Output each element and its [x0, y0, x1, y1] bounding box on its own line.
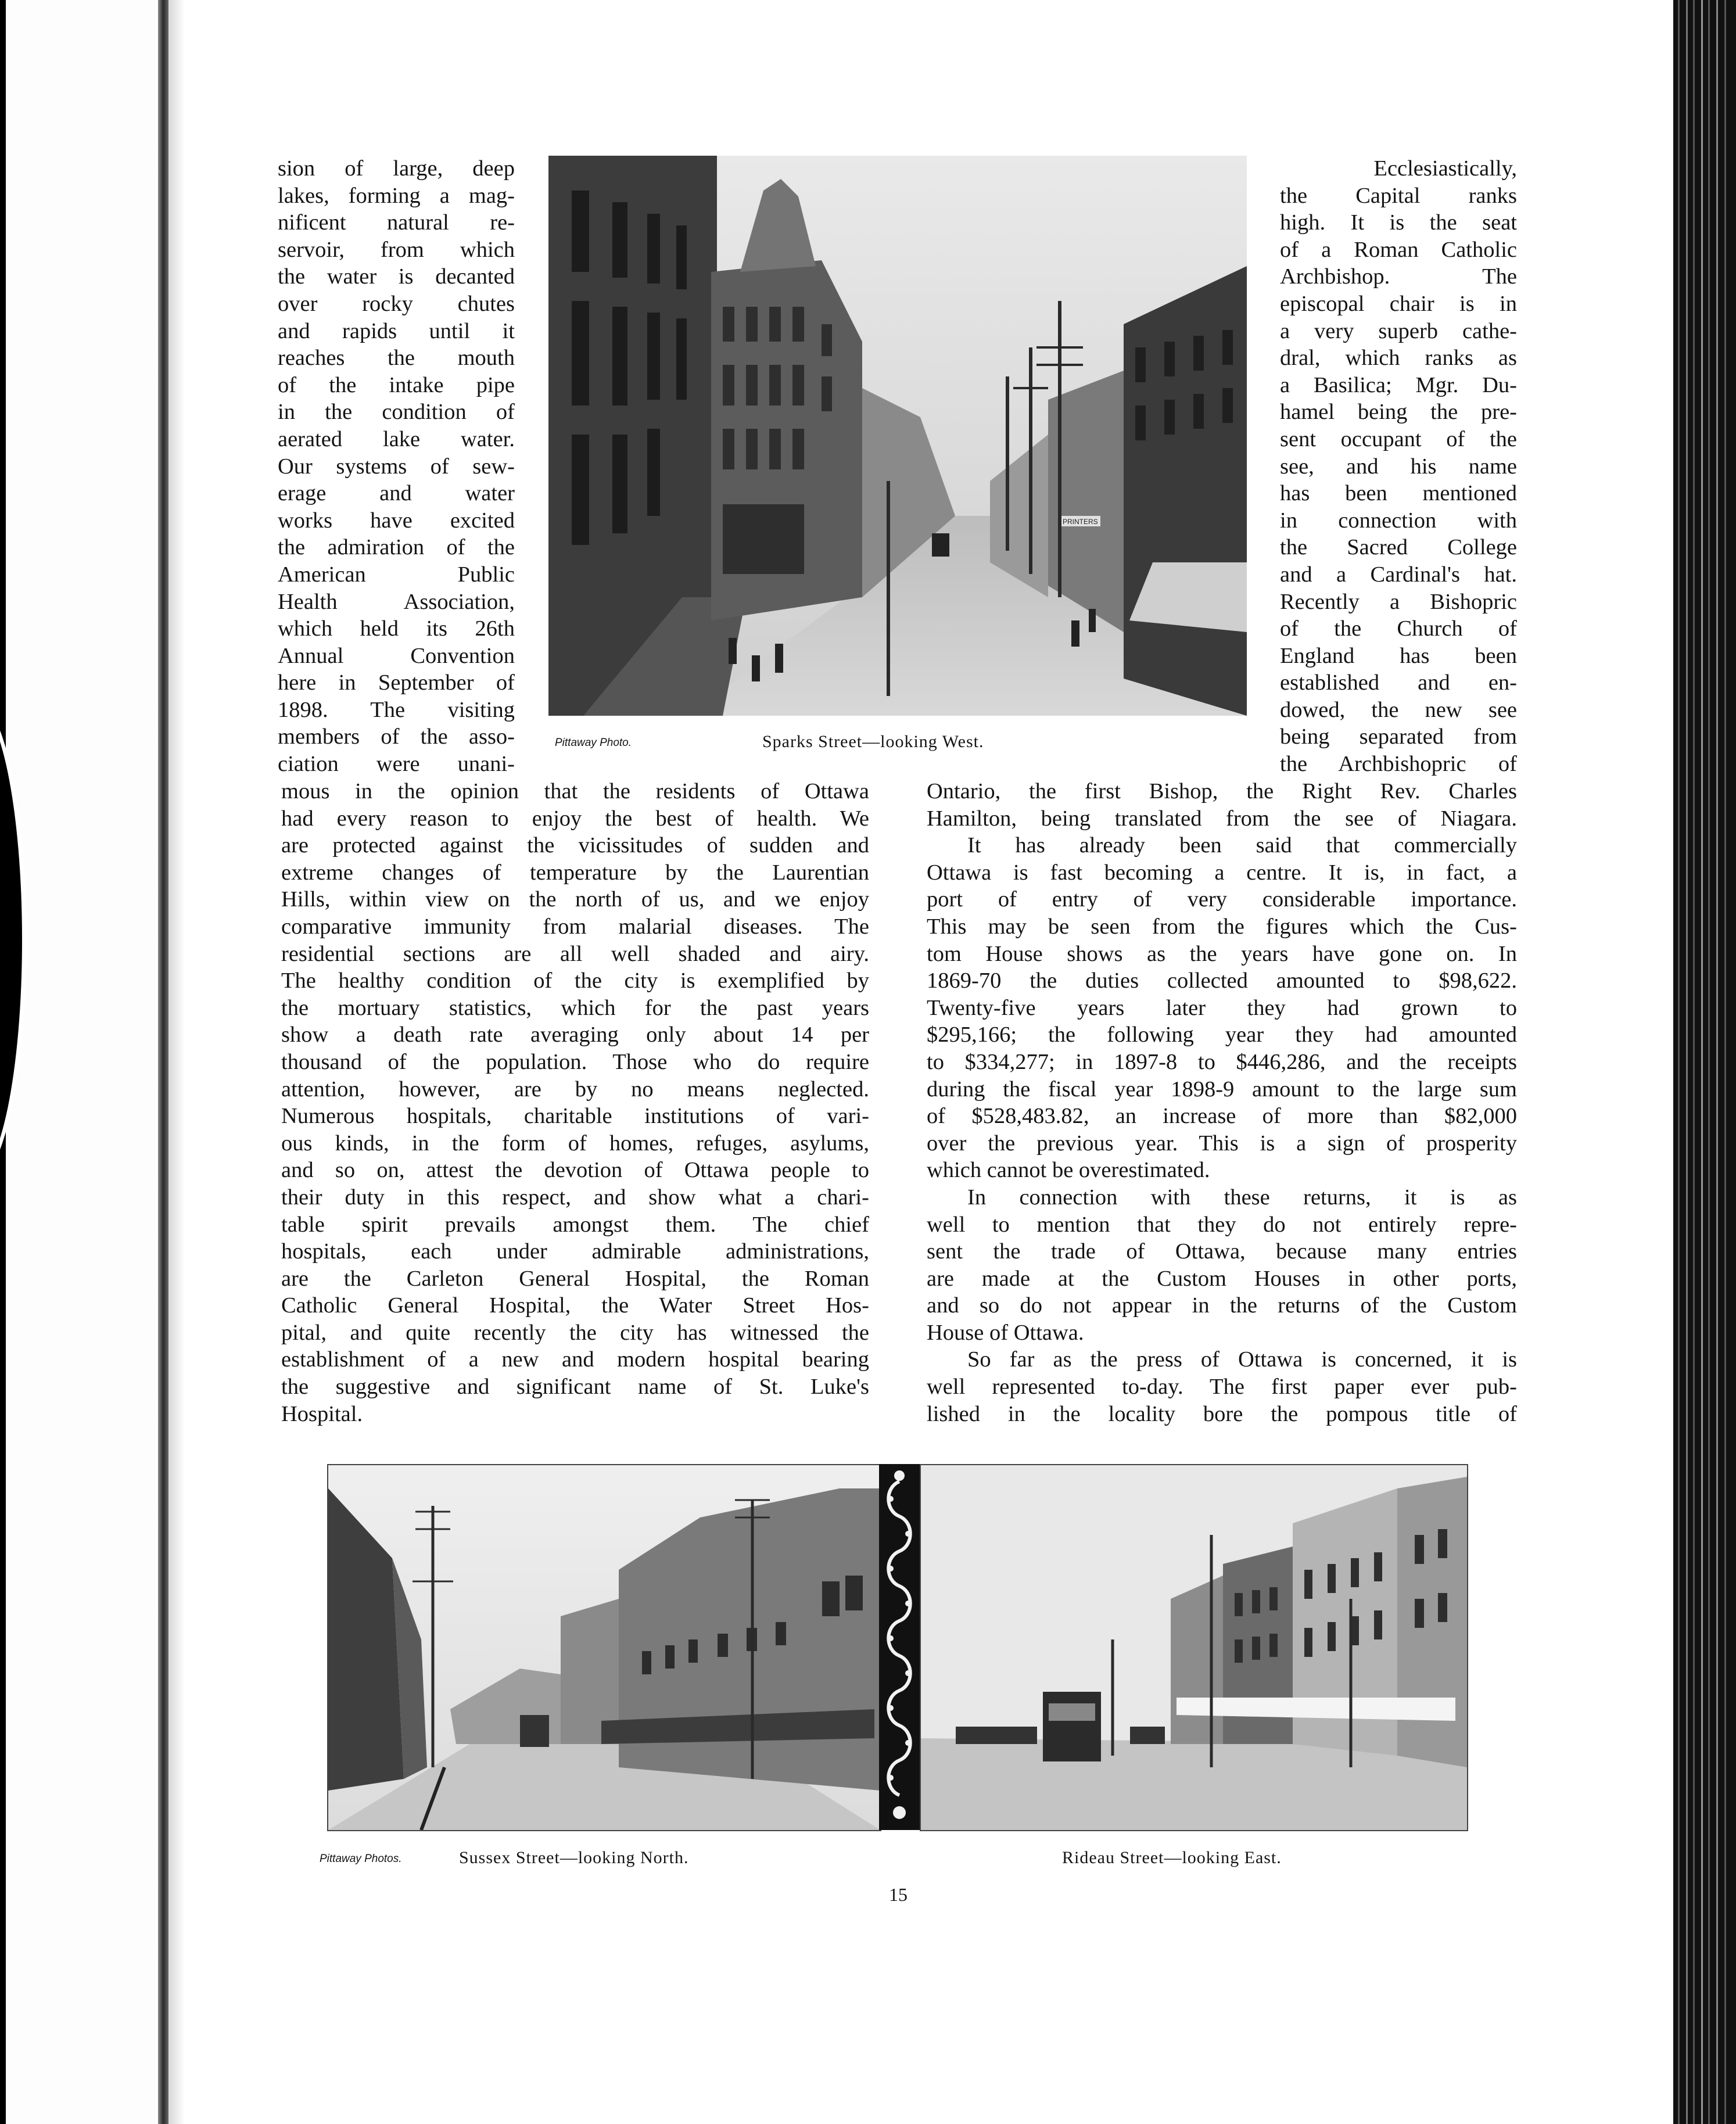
text-line: high. It is the seat	[1280, 210, 1517, 235]
text-line: to $334,277; in 1897-8 to $446,286, and the receipts	[927, 1049, 1517, 1074]
text-line: in connection with	[1280, 508, 1517, 533]
text-line: had every reason to enjoy the best of health. We	[281, 806, 869, 831]
text-line: well to mention that they do not entirely repre-	[927, 1212, 1517, 1237]
right-narrow-column	[1280, 155, 1517, 778]
text-line: of a Roman Catholic	[1280, 237, 1517, 262]
left-column	[281, 778, 869, 1427]
text-line: and rapids until it	[278, 318, 515, 343]
book-gutter	[158, 0, 168, 2124]
text-line: establishment of a new and modern hospital bearing	[281, 1347, 869, 1372]
text-line: see, and his name	[1280, 454, 1517, 479]
text-line: Recently a Bishopric	[1280, 589, 1517, 614]
text-line: Ontario, the first Bishop, the Right Rev. Charles	[927, 779, 1517, 803]
text-line: mous in the opinion that the residents of Ottawa	[281, 779, 869, 803]
text-line: 1898. The visiting	[278, 697, 515, 722]
text-line: here in September of	[278, 670, 515, 695]
text-line: Our systems of sew-	[278, 454, 515, 479]
text-line: the water is decanted	[278, 264, 515, 289]
text-line: Twenty-five years later they had grown to	[927, 995, 1517, 1020]
text-line: Hamilton, being translated from the see of Niagara.	[927, 806, 1517, 831]
sparks-street-caption: Sparks Street—looking West.	[762, 732, 984, 751]
text-line: Catholic General Hospital, the Water Street Hos-	[281, 1293, 869, 1318]
text-line: hamel being the pre-	[1280, 400, 1517, 425]
text-line: Archbishop. The	[1280, 264, 1517, 289]
text-line: of the Church of	[1280, 616, 1517, 641]
text-line: being separated from	[1280, 724, 1517, 749]
text-line: are the Carleton General Hospital, the Roman	[281, 1266, 869, 1291]
text-line: House of Ottawa.	[927, 1320, 1084, 1345]
text-line: residential sections are all well shaded and airy.	[281, 941, 869, 966]
text-line: Hills, within view on the north of us, and we enjoy	[281, 887, 869, 912]
text-line: and so do not appear in the returns of the Custom	[927, 1293, 1517, 1318]
text-line: pital, and quite recently the city has witnessed the	[281, 1320, 869, 1345]
photo-credit: Pittaway Photo.	[555, 737, 632, 749]
text-line: sent the trade of Ottawa, because many entries	[927, 1239, 1517, 1264]
text-line: the Sacred College	[1280, 535, 1517, 560]
text-line: episcopal chair is in	[1280, 291, 1517, 316]
text-line: the admiration of the	[278, 535, 515, 560]
text-line: Numerous hospitals, charitable institutions of vari-	[281, 1104, 869, 1129]
sussex-street-caption: Sussex Street—looking North.	[459, 1848, 689, 1867]
text-line: during the fiscal year 1898-9 amount to the large sum	[927, 1077, 1517, 1102]
text-line: a very superb cathe-	[1280, 318, 1517, 343]
gutter-shadow	[168, 0, 185, 2124]
text-line: are protected against the vicissitudes of sudden and	[281, 833, 869, 858]
text-line: which cannot be overestimated.	[927, 1158, 1210, 1183]
text-line: dowed, the new see	[1280, 697, 1517, 722]
page-edges	[1673, 0, 1736, 2124]
text-line: American Public	[278, 562, 515, 587]
text-line: 1869-70 the duties collected amounted to $98,622.	[927, 968, 1517, 993]
text-line: So far as the press of Ottawa is concerned, it is	[967, 1347, 1517, 1372]
text-line: over the previous year. This is a sign of prosperity	[927, 1131, 1517, 1156]
text-line: attention, however, are by no means neglected.	[281, 1077, 869, 1102]
text-line: lakes, forming a mag-	[278, 183, 515, 208]
left-narrow-column	[278, 155, 515, 778]
text-line: established and en-	[1280, 670, 1517, 695]
text-line: works have excited	[278, 508, 515, 533]
sussex-street-photo	[327, 1464, 881, 1831]
text-line: and a Cardinal's hat.	[1280, 562, 1517, 587]
text-line: and so on, attest the devotion of Ottawa people to	[281, 1158, 869, 1183]
text-line: ous kinds, in the form of homes, refuges, asylums,	[281, 1131, 869, 1156]
text-line: are made at the Custom Houses in other ports,	[927, 1266, 1517, 1291]
printers-sign: PRINTERS	[1063, 518, 1098, 526]
text-line: The healthy condition of the city is exemplified by	[281, 968, 869, 993]
text-line: In connection with these returns, it is as	[967, 1185, 1517, 1210]
text-line: which held its 26th	[278, 616, 515, 641]
text-line: well represented to-day. The first paper ever pub-	[927, 1375, 1517, 1400]
text-line: the Capital ranks	[1280, 183, 1517, 208]
text-line: England has been	[1280, 643, 1517, 668]
text-line: of $528,483.82, an increase of more than $82,000	[927, 1104, 1517, 1129]
right-column	[927, 778, 1517, 1427]
facing-page-edge	[6, 0, 158, 2124]
text-line: thousand of the population. Those who do require	[281, 1049, 869, 1074]
text-line: reaches the mouth	[278, 346, 515, 371]
text-line: of the intake pipe	[278, 372, 515, 397]
text-line: extreme changes of temperature by the Laurentian	[281, 860, 869, 885]
text-line: erage and water	[278, 481, 515, 506]
text-line: Hospital.	[281, 1401, 363, 1426]
text-line: nificent natural re-	[278, 210, 515, 235]
text-line: over rocky chutes	[278, 291, 515, 316]
sparks-street-photo	[548, 156, 1247, 716]
rideau-street-caption: Rideau Street—looking East.	[1062, 1848, 1282, 1867]
text-line: dral, which ranks as	[1280, 346, 1517, 371]
text-line: ciation were unani-	[278, 752, 515, 777]
text-line: It has already been said that commercially	[967, 833, 1517, 858]
photo-credit: Pittaway Photos.	[320, 1853, 402, 1865]
text-line: servoir, from which	[278, 237, 515, 262]
text-line: members of the asso-	[278, 724, 515, 749]
text-line: Annual Convention	[278, 643, 515, 668]
text-line: tom House shows as the years have gone on. In	[927, 941, 1517, 966]
text-line: lished in the locality bore the pompous title of	[927, 1401, 1517, 1426]
text-line: aerated lake water.	[278, 426, 515, 451]
text-line: the suggestive and significant name of St. Luke's	[281, 1375, 869, 1400]
text-line: show a death rate averaging only about 14 per	[281, 1022, 869, 1047]
text-line: the Archbishopric of	[1280, 752, 1517, 777]
rideau-street-photo	[920, 1464, 1468, 1831]
text-line: $295,166; the following year they had amounted	[927, 1022, 1517, 1047]
text-line: has been mentioned	[1280, 481, 1517, 506]
text-line: sent occupant of the	[1280, 426, 1517, 451]
page-number: 15	[889, 1884, 908, 1905]
text-line: in the condition of	[278, 400, 515, 425]
text-line: Health Association,	[278, 589, 515, 614]
text-line: table spirit prevails amongst them. The chief	[281, 1212, 869, 1237]
text-line: This may be seen from the figures which the Cus-	[927, 914, 1517, 939]
text-line: comparative immunity from malarial diseases. The	[281, 914, 869, 939]
text-line: Ottawa is fast becoming a centre. It is, in fact, a	[927, 860, 1517, 885]
text-line: their duty in this respect, and show what a chari-	[281, 1185, 869, 1210]
text-line: a Basilica; Mgr. Du-	[1280, 372, 1517, 397]
ornament-divider	[879, 1464, 920, 1830]
text-line: Ecclesiastically,	[1373, 156, 1517, 181]
text-line: hospitals, each under admirable administrations,	[281, 1239, 869, 1264]
text-line: the mortuary statistics, which for the past years	[281, 995, 869, 1020]
text-line: port of entry of very considerable importance.	[927, 887, 1517, 912]
text-line: sion of large, deep	[278, 156, 515, 181]
